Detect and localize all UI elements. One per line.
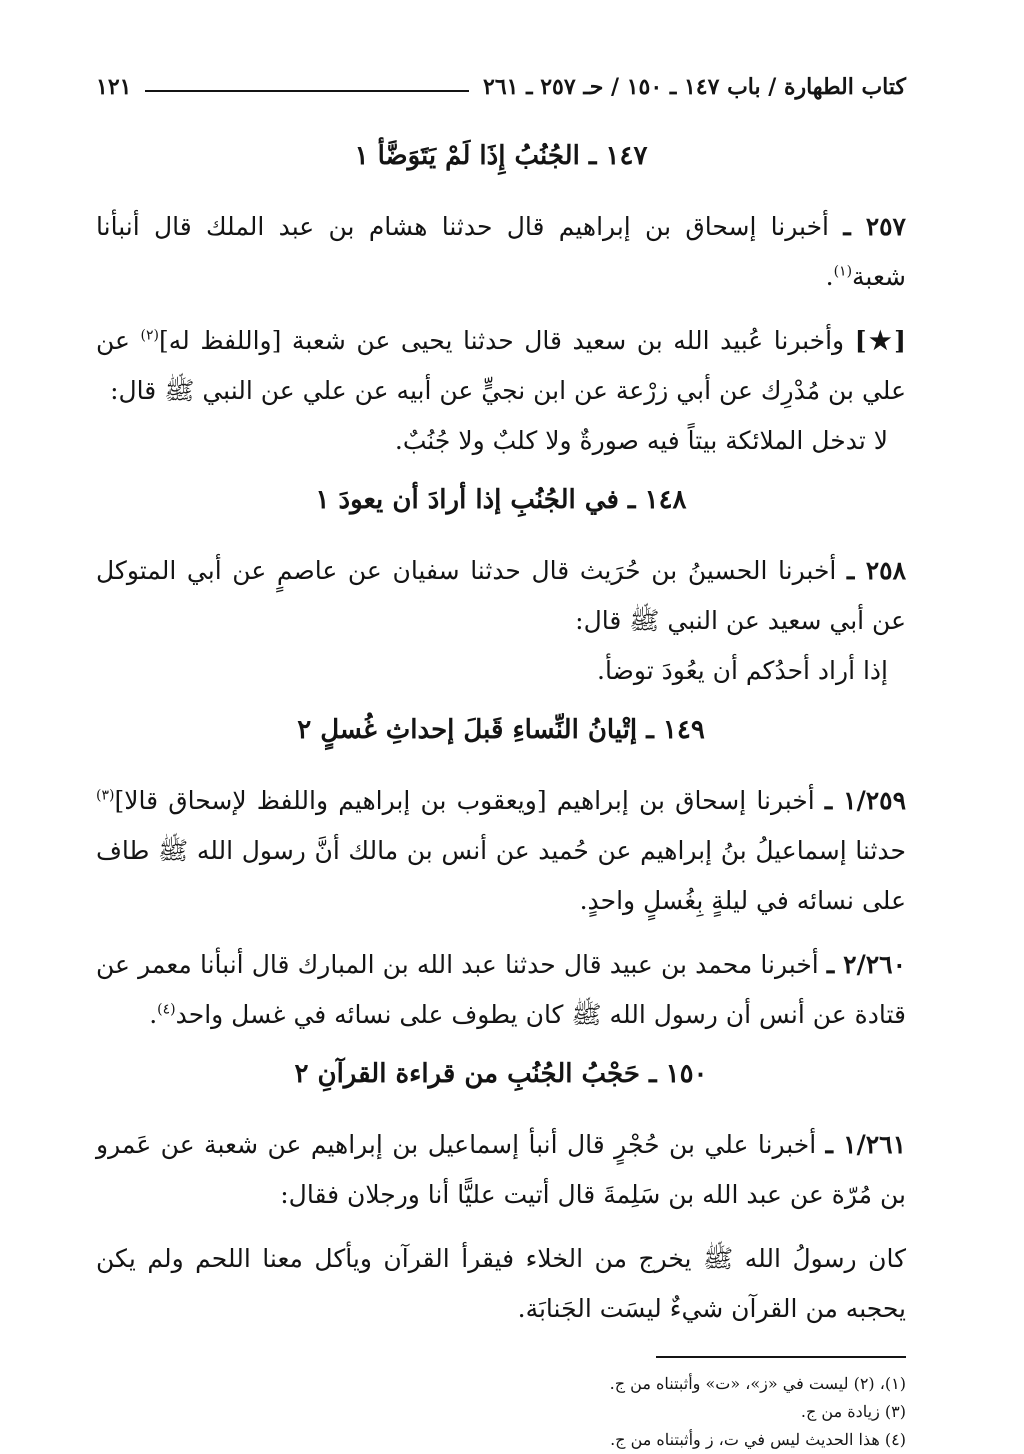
hadith-end: . — [149, 1000, 158, 1029]
chapter-heading-149: ١٤٩ ـ إتْيانُ النِّساءِ قَبلَ إحداثِ غُسلٍ ٢ — [297, 715, 705, 745]
hadith-text: أخبرنا إسحاق بن إبراهيم [ويعقوب بن إبراهيم واللفظ لإسحاق قالا] — [114, 786, 815, 815]
hadith-257 — [96, 202, 906, 302]
hadith-261-matn — [96, 1234, 906, 1334]
footnote-ref: (١) — [833, 263, 853, 280]
footnote-1: (١)، (٢) ليست في «ز»، «ت» وأثبتناه من ج. — [609, 1374, 906, 1393]
footnotes — [96, 1370, 906, 1454]
hadith-star — [96, 316, 906, 466]
running-header — [96, 72, 906, 102]
hadith-number: ١/٢٦١ ـ — [825, 1130, 906, 1159]
hadith-261 — [96, 1120, 906, 1220]
hadith-number: ٢٥٧ ـ — [843, 212, 906, 241]
hadith-258 — [96, 546, 906, 696]
hadith-matn: كان رسولُ الله ﷺ يخرج من الخلاء فيقرأ القرآن ويأكل معنا اللحم ولم يكن يحجبه من القرآن شيءٌ ليسَت الجَنابَة. — [96, 1244, 906, 1323]
hadith-text: حدثنا إسماعيلُ بنُ إبراهيم عن حُميد عن أنس بن مالك أنَّ رسول الله ﷺ طاف على نسائه في ليلةٍ بِغُسلٍ واحدٍ. — [96, 836, 906, 915]
star-marker: [★] — [854, 326, 906, 355]
hadith-end: . — [825, 262, 834, 291]
chapter-heading-148: ١٤٨ ـ في الجُنُبِ إذا أرادَ أن يعودَ ١ — [315, 485, 687, 515]
hadith-matn: إذا أراد أحدُكم أن يعُودَ توضأ. — [597, 656, 888, 685]
header-title: كتاب الطهارة / باب ١٤٧ ـ ١٥٠ / حـ ٢٥٧ ـ ٢٦١ — [483, 74, 906, 100]
footnote-ref: (٣) — [96, 787, 115, 804]
hadith-number: ٢/٢٦٠ ـ — [826, 950, 907, 979]
footnote-divider — [656, 1356, 906, 1358]
hadith-text: عن علي بن مُدْرِك عن أبي زرْعة عن ابن نجيٍّ عن أبيه عن علي عن النبي ﷺ قال: — [96, 326, 906, 405]
page-number: ١٢١ — [96, 74, 132, 100]
footnote-ref: (٤) — [157, 1001, 176, 1018]
chapter-heading-150: ١٥٠ ـ حَجْبُ الجُنُبِ من قراءة القرآنِ ٢ — [294, 1059, 708, 1089]
hadith-text: وأخبرنا عُبيد الله بن سعيد قال حدثنا يحيى عن شعبة [واللفظ له] — [158, 326, 845, 355]
hadith-matn: لا تدخل الملائكة بيتاً فيه صورةٌ ولا كلبٌ ولا جُنُبٌ. — [394, 426, 888, 455]
hadith-number: ١/٢٥٩ ـ — [824, 786, 907, 815]
hadith-text: أخبرنا إسحاق بن إبراهيم قال حدثنا هشام بن عبد الملك قال أنبأنا شعبة — [96, 212, 906, 291]
footnote-ref: (٢) — [140, 327, 159, 344]
hadith-text: أخبرنا علي بن حُجْرٍ قال أنبأ إسماعيل بن إبراهيم عن شعبة عن عَمرو بن مُرّة عن عبد الله بن سَلِمةَ قال أتيت عليًّا أنا ورجلان فقال: — [96, 1130, 906, 1209]
hadith-number: ٢٥٨ ـ — [847, 556, 907, 585]
chapter-heading-147: ١٤٧ ـ الجُنُبُ إِذَا لَمْ يَتَوَضَّأ ١ — [354, 141, 648, 171]
hadith-260 — [96, 940, 906, 1040]
footnote-3: (٤) هذا الحديث ليس في ت، ز وأثبتناه من ج. — [610, 1430, 906, 1449]
header-rule — [145, 90, 469, 92]
hadith-text: أخبرنا الحسينُ بن حُرَيث قال حدثنا سفيان عن عاصمٍ عن أبي المتوكل عن أبي سعيد عن النبي ﷺ قال: — [96, 556, 906, 635]
footnote-2: (٣) زيادة من ج. — [800, 1402, 906, 1421]
hadith-text: أخبرنا محمد بن عبيد قال حدثنا عبد الله بن المبارك قال أنبأنا معمر عن قتادة عن أنس أن رسول الله ﷺ كان يطوف على نسائه في غسل واحد — [96, 950, 906, 1029]
hadith-259 — [96, 776, 906, 926]
